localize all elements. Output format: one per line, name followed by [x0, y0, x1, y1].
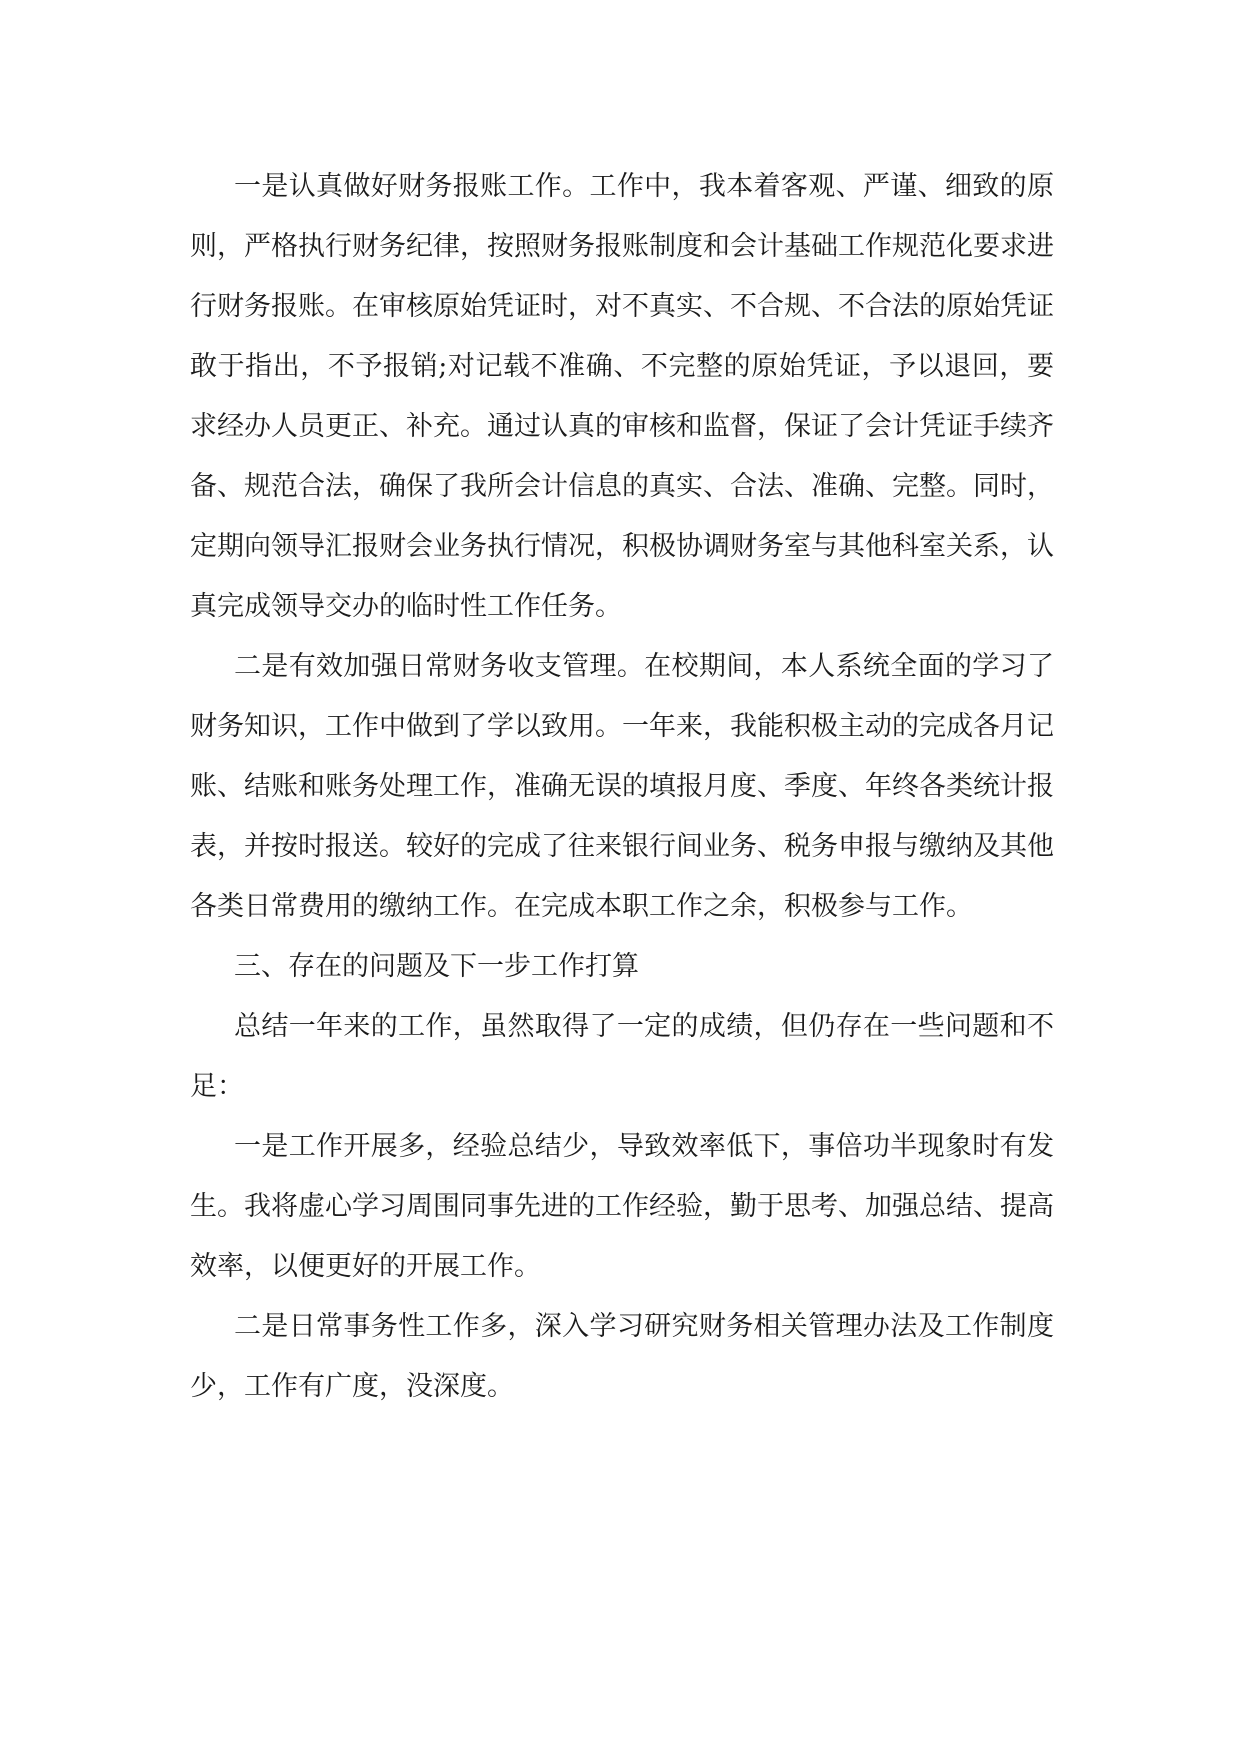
- paragraph-summary-intro: 总结一年来的工作，虽然取得了一定的成绩，但仍存在一些问题和不足：: [190, 1011, 1054, 1102]
- paragraph-problem-two: 二是日常事务性工作多，深入学习研究财务相关管理办法及工作制度少，工作有广度，没深度。: [190, 1311, 1054, 1402]
- document-body: [190, 157, 1054, 1417]
- paragraph-financial-reimbursement: 一是认真做好财务报账工作。工作中，我本着客观、严谨、细致的原则，严格执行财务纪律，按照财务报账制度和会计基础工作规范化要求进行财务报账。在审核原始凭证时，对不真实、不合规、不合法的原始凭证敢于指出，不予报销;对记载不准确、不完整的原始凭证，予以退回，要求经办人员更正、补充。通过认真的审核和监督，保证了会计凭证手续齐备、规范合法，确保了我所会计信息的真实、合法、准确、完整。同时，定期向领导汇报财会业务执行情况，积极协调财务室与其他科室关系，认真完成领导交办的临时性工作任务。: [190, 171, 1054, 622]
- paragraph-problem-one: 一是工作开展多，经验总结少，导致效率低下，事倍功半现象时有发生。我将虚心学习周围同事先进的工作经验，勤于思考、加强总结、提高效率，以便更好的开展工作。: [190, 1131, 1054, 1282]
- section-heading-problems-and-plans: 三、存在的问题及下一步工作打算: [234, 951, 639, 982]
- paragraph-daily-finance-management: 二是有效加强日常财务收支管理。在校期间，本人系统全面的学习了财务知识，工作中做到了学以致用。一年来，我能积极主动的完成各月记账、结账和账务处理工作，准确无误的填报月度、季度、年终各类统计报表，并按时报送。较好的完成了往来银行间业务、税务申报与缴纳及其他各类日常费用的缴纳工作。在完成本职工作之余，积极参与工作。: [190, 651, 1054, 922]
